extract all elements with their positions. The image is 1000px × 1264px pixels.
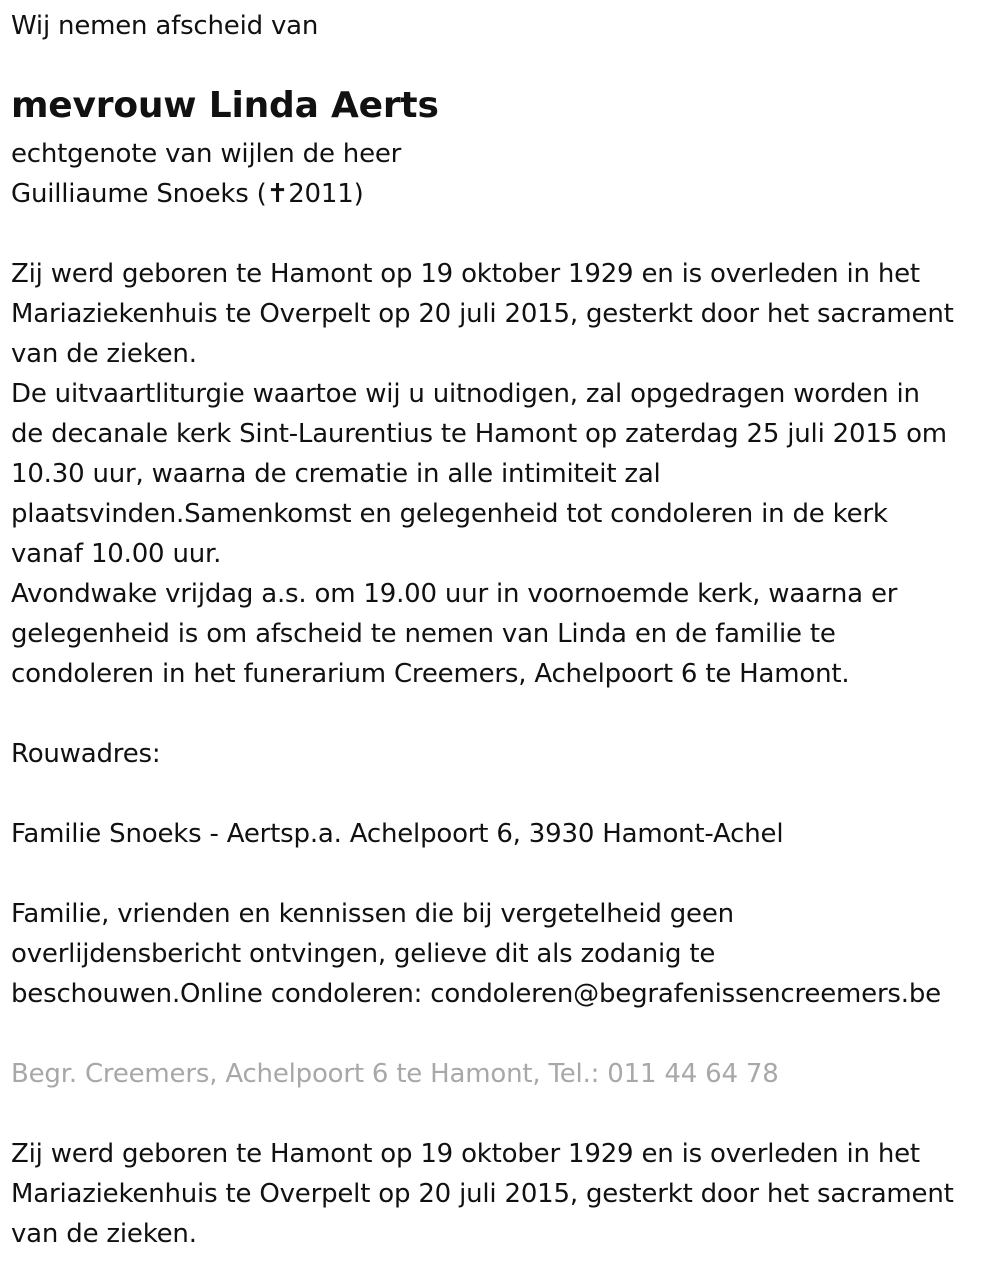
- funeral-home-block: [11, 1054, 779, 1094]
- deceased-name: mevrouw Linda Aerts: [11, 85, 439, 126]
- body-line: de decanale kerk Sint-Laurentius te Hamont op zaterdag 25 juli 2015 om: [11, 419, 947, 449]
- repeat-line: van de zieken.: [11, 1219, 197, 1249]
- body-line: condoleren in het funerarium Creemers, Achelpoort 6 te Hamont.: [11, 659, 850, 689]
- spouse-line: Guilliaume Snoeks (✝2011): [11, 179, 364, 209]
- body-line: plaatsvinden.Samenkomst en gelegenheid tot condoleren in de kerk: [11, 499, 888, 529]
- body-line: Zij werd geboren te Hamont op 19 oktober 1929 en is overleden in het: [11, 259, 920, 289]
- body-line: vanaf 10.00 uur.: [11, 539, 222, 569]
- body-text: [11, 254, 954, 694]
- body-line: De uitvaartliturgie waartoe wij u uitnodigen, zal opgedragen worden in: [11, 379, 920, 409]
- notice-line: overlijdensbericht ontvingen, gelieve dit als zodanig te: [11, 939, 716, 969]
- spouse-line: echtgenote van wijlen de heer: [11, 139, 402, 169]
- body-line: Mariaziekenhuis te Overpelt op 20 juli 2015, gesterkt door het sacrament: [11, 299, 954, 329]
- address-block: [11, 814, 783, 854]
- spouse-block: [11, 134, 401, 214]
- notice-line: beschouwen.Online condoleren: condoleren@begrafenissencreemers.be: [11, 979, 941, 1009]
- body-line: gelegenheid is om afscheid te nemen van Linda en de familie te: [11, 619, 836, 649]
- address-label-block: [11, 734, 160, 774]
- repeat-line: Zij werd geboren te Hamont op 19 oktober 1929 en is overleden in het: [11, 1139, 920, 1169]
- address-label: Rouwadres:: [11, 739, 161, 769]
- mourning-address: Familie Snoeks - Aertsp.a. Achelpoort 6, 3930 Hamont-Achel: [11, 819, 784, 849]
- funeral-home-info: Begr. Creemers, Achelpoort 6 te Hamont, Tel.: 011 44 64 78: [11, 1059, 779, 1089]
- intro-text: Wij nemen afscheid van: [11, 11, 319, 41]
- body-line: 10.30 uur, waarna de crematie in alle intimiteit zal: [11, 459, 661, 489]
- body-line: Avondwake vrijdag a.s. om 19.00 uur in voornoemde kerk, waarna er: [11, 579, 898, 609]
- repeat-text: [11, 1134, 954, 1254]
- body-line: van de zieken.: [11, 339, 197, 369]
- notice-block: [11, 894, 941, 1014]
- repeat-line: Mariaziekenhuis te Overpelt op 20 juli 2015, gesterkt door het sacrament: [11, 1179, 954, 1209]
- notice-line: Familie, vrienden en kennissen die bij vergetelheid geen: [11, 899, 734, 929]
